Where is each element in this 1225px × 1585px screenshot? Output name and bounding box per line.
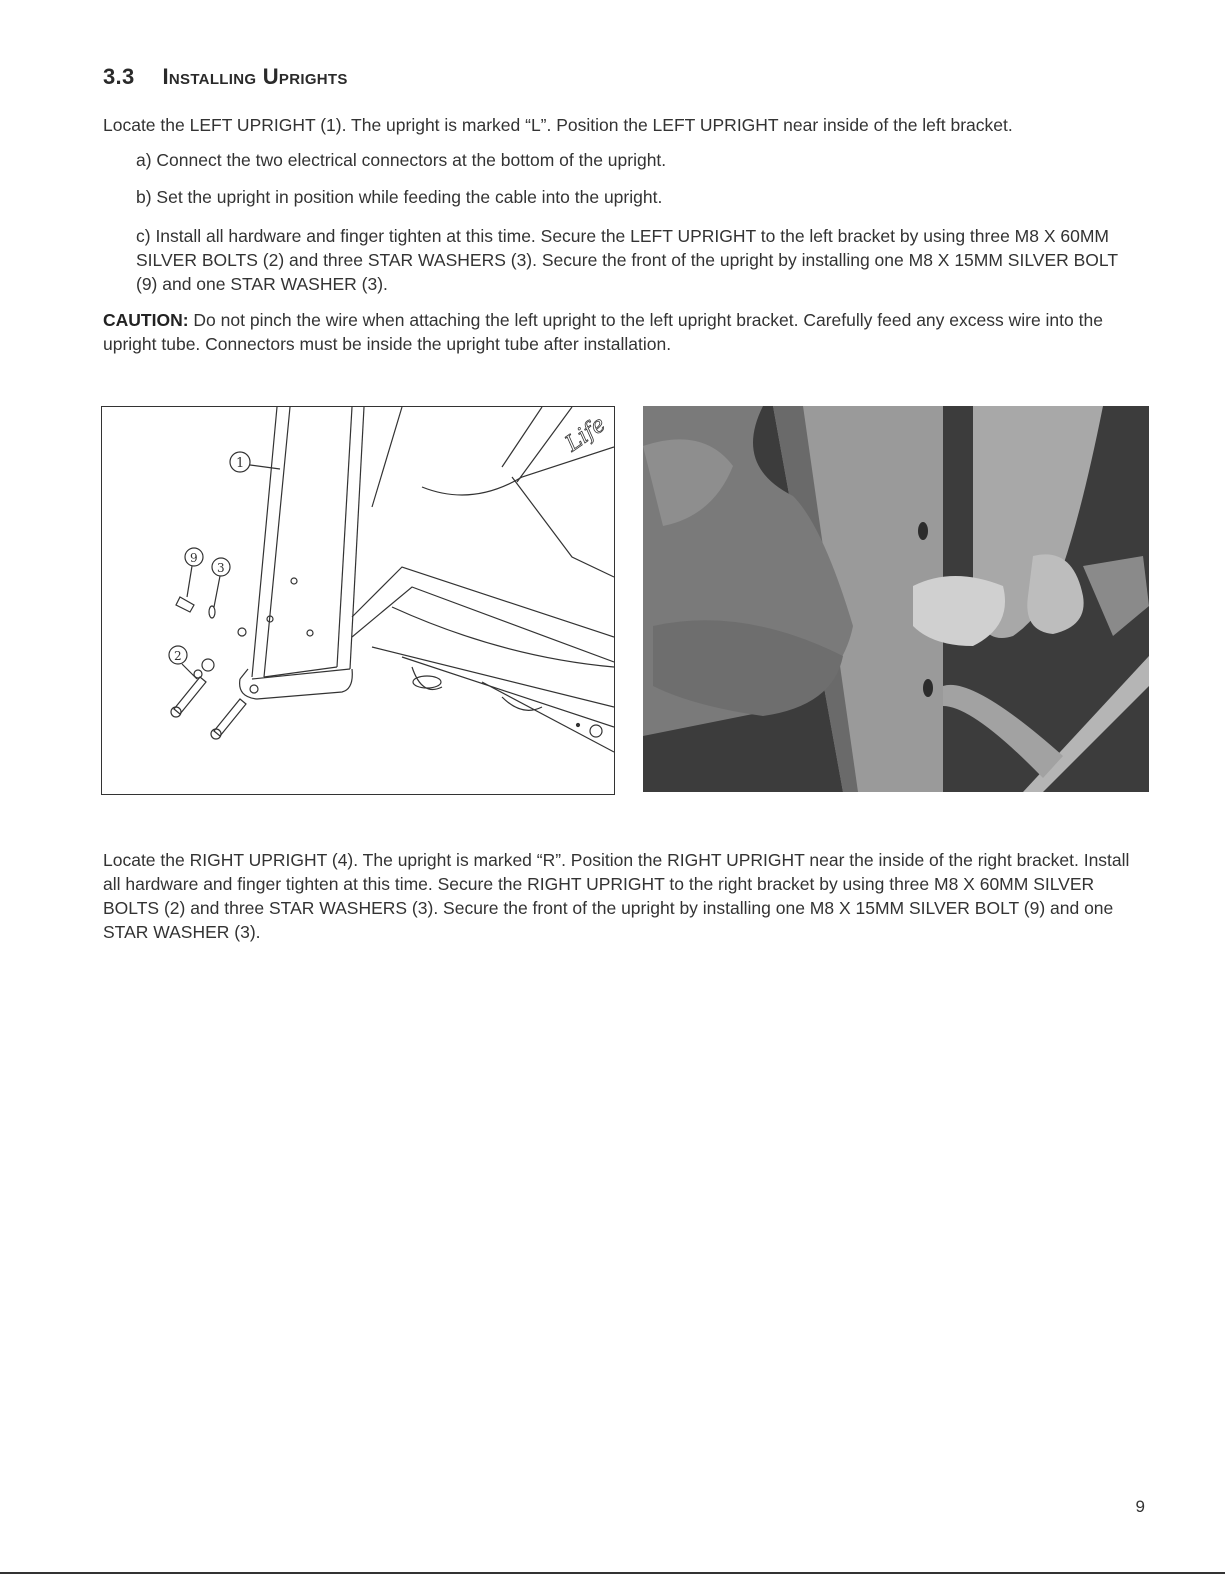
upright-installation-photo <box>643 406 1149 792</box>
caution-text: Do not pinch the wire when attaching the left upright to the left upright bracket. Carefully feed any excess wire into the upright tube. Connectors must be inside the upright tube after installation. <box>103 310 1103 354</box>
section-title: Installing Uprights <box>162 64 348 89</box>
callout-2: 2 <box>174 649 182 663</box>
right-upright-paragraph: Locate the RIGHT UPRIGHT (4). The upright is marked “R”. Position the RIGHT UPRIGHT near the inside of the right bracket. Install all hardware and finger tighten at this time. Secure the RIGHT UPRIGHT to the right bracket by using three M8 X 60MM SILVER BOLTS (2) and three STAR WASHERS (3). Secure the front of the upright by installing one M8 X 15MM SILVER BOLT (9) and one STAR WASHER (3). <box>103 850 1130 942</box>
callout-1: 1 <box>236 456 245 471</box>
section-number: 3.3 <box>103 64 135 89</box>
svg-text:Life: Life <box>561 411 611 457</box>
step-b: b) Set the upright in position while feeding the cable into the upright. <box>136 187 663 207</box>
upright-assembly-diagram <box>101 406 615 795</box>
page-number: 9 <box>1135 1497 1145 1516</box>
step-a: a) Connect the two electrical connectors at the bottom of the upright. <box>136 150 667 170</box>
callout-9: 9 <box>190 551 198 565</box>
caution-label: CAUTION: <box>103 310 189 330</box>
callout-3: 3 <box>217 561 225 575</box>
intro-paragraph: Locate the LEFT UPRIGHT (1). The upright is marked “L”. Position the LEFT UPRIGHT near inside of the left bracket. <box>103 115 1013 135</box>
caution-paragraph <box>103 308 1133 356</box>
section-heading <box>103 64 348 90</box>
bottom-rule <box>0 1572 1225 1574</box>
step-c: c) Install all hardware and finger tighten at this time. Secure the LEFT UPRIGHT to the left bracket by using three M8 X 60MM SILVER BOLTS (2) and three STAR WASHERS (3). Secure the front of the upright by installing one M8 X 15MM SILVER BOLT (9) and one STAR WASHER (3). <box>136 226 1118 294</box>
